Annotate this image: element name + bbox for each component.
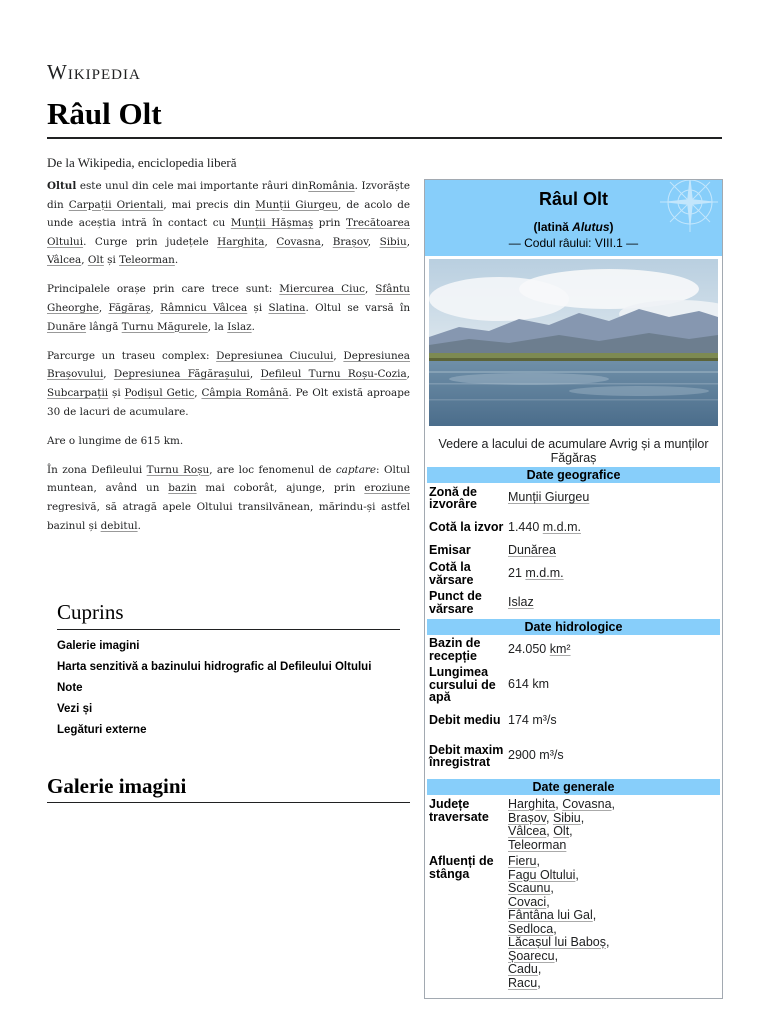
link-afluent[interactable]: Scaunu bbox=[508, 881, 551, 895]
toc-item-note[interactable]: Note bbox=[57, 682, 83, 694]
link-turnu-rosu[interactable]: Turnu Roșu bbox=[146, 463, 210, 476]
row-debit-mediu: Debit mediu 174 m³/s bbox=[429, 712, 557, 728]
link-km2[interactable]: km² bbox=[549, 641, 571, 656]
link-subcarpatii[interactable]: Subcarpații bbox=[47, 386, 109, 399]
link-afluent[interactable]: Covaci bbox=[508, 894, 547, 909]
infobox-latin-name: (latină Alutus) bbox=[533, 220, 614, 234]
link-mdm-varsare[interactable]: m.d.m. bbox=[525, 565, 564, 580]
tagline: De la Wikipedia, enciclopedia liberă bbox=[47, 155, 237, 170]
title-divider bbox=[47, 137, 722, 139]
afluenti-list: Fieru, Fagu Oltului, Scaunu, Covaci, Fântâna lui Gal, Sedloca, Lăcașul lui Baboș, Șoarecu, Cadu, Racu, bbox=[508, 854, 610, 990]
row-cota-varsare: Cotă la vărsare 21 m.d.m. bbox=[429, 560, 564, 587]
link-carpatii-orientali[interactable]: Carpații Orientali bbox=[68, 198, 164, 211]
row-judete: Județe traversate Harghita, Covasna, Brașov, Sibiu, Vâlcea, Olt, Teleorman bbox=[427, 795, 720, 852]
link-afluent[interactable]: Racu bbox=[508, 975, 538, 990]
link-muntii-giurgeu[interactable]: Munții Giurgeu bbox=[255, 198, 338, 211]
row-lungime: Lungimea cursului de apă 614 km bbox=[429, 665, 549, 705]
row-cota-izvor: Cotă la izvor 1.440 m.d.m. bbox=[429, 519, 581, 535]
link-afluent[interactable]: Lăcașul lui Baboș bbox=[508, 935, 606, 949]
lake-photo[interactable] bbox=[429, 259, 718, 426]
link-eroziune[interactable]: eroziune bbox=[364, 482, 410, 495]
row-bazin: Bazin de recepție 24.050 km² bbox=[429, 636, 571, 663]
judete-list: Harghita, Covasna, Brașov, Sibiu, Vâlcea, Olt, Teleorman bbox=[508, 797, 616, 852]
link-izvor[interactable]: Munții Giurgeu bbox=[508, 490, 590, 505]
link-depresiunea-ciucului[interactable]: Depresiunea Ciucului bbox=[216, 349, 334, 362]
link-turnu-magurele[interactable]: Turnu Măgurele bbox=[121, 320, 208, 333]
link-harghita[interactable]: Harghita bbox=[217, 235, 265, 248]
link-depresiunea-brasovului[interactable]: Depresiunea Brașovului bbox=[47, 349, 411, 381]
compass-rose-icon bbox=[638, 180, 718, 242]
section-title-galerie: Galerie imagini bbox=[47, 774, 410, 803]
toc-list bbox=[57, 636, 400, 741]
link-teleorman[interactable]: Teleorman bbox=[119, 254, 175, 267]
section-date-hidrologice: Date hidrologice bbox=[427, 619, 720, 635]
link-mdm-izvor[interactable]: m.d.m. bbox=[542, 519, 581, 534]
infobox-header bbox=[425, 180, 722, 256]
link-ramnicu-valcea[interactable]: Râmnicu Vâlcea bbox=[160, 302, 248, 315]
section-date-geografice: Date geografice bbox=[427, 467, 720, 483]
link-brasov[interactable]: Brașov bbox=[332, 235, 368, 248]
link-bazin[interactable]: bazin bbox=[168, 482, 197, 495]
link-olt[interactable]: Olt bbox=[87, 254, 104, 267]
term-captare: captare bbox=[335, 463, 377, 476]
link-emisar[interactable]: Dunărea bbox=[508, 542, 556, 557]
toc-item-harta[interactable]: Harta senzitivă a bazinului hidrografic al Defileului Oltului bbox=[57, 661, 372, 673]
paragraph-3: Parcurge un traseu complex: Depresiunea Ciucului, Depresiunea Brașovului, Depresiunea Făgărașului, Defileul Turnu Roșu-Cozia, Subcarpații și Podișul Getic, Câmpia Română. Pe Olt există aproape 30 de lacuri de acumulare. bbox=[47, 349, 411, 418]
link-judet-brasov[interactable]: Brașov bbox=[508, 810, 546, 825]
link-debitul[interactable]: debitul bbox=[100, 519, 138, 532]
lake-mountain-image bbox=[429, 259, 718, 426]
link-afluent[interactable]: Fagu Oltului bbox=[508, 867, 576, 882]
paragraph-5: În zona Defileului Turnu Roșu, are loc fenomenul de captare: Oltul muntean, având un bazin mai coborât, ajunge, prin eroziune regresivă, să atragă apele Oltului transilvănean, mărindu-și astfel bazinul și debitul. bbox=[47, 463, 410, 532]
section-date-generale: Date generale bbox=[427, 779, 720, 795]
paragraph-2: Principalele orașe prin care trece sunt: Miercurea Ciuc, Sfântu Gheorghe, Făgăraș, Râmnicu Vâlcea și Slatina. Oltul se varsă în Dunăre lângă Turnu Măgurele, la Islaz. bbox=[47, 283, 411, 333]
page-title: Râul Olt bbox=[47, 96, 162, 131]
link-muntii-hasmas[interactable]: Munții Hășmaș bbox=[230, 217, 314, 230]
link-sfantu-gheorghe[interactable]: Sfântu Gheorghe bbox=[47, 283, 410, 315]
toc-item-legaturi[interactable]: Legături externe bbox=[57, 724, 147, 736]
link-trecatoarea-oltului[interactable]: Trecătoarea Oltului bbox=[47, 217, 410, 248]
link-punct-varsare[interactable]: Islaz bbox=[508, 594, 534, 609]
link-depresiunea-fagarasului[interactable]: Depresiunea Făgărașului bbox=[113, 368, 250, 381]
toc-title: Cuprins bbox=[57, 600, 400, 630]
paragraph-4: Are o lungime de 615 km. bbox=[47, 434, 184, 447]
infobox bbox=[424, 179, 723, 999]
article-intro bbox=[47, 177, 410, 546]
infobox-river-code: — Codul râului: VIII.1 — bbox=[508, 236, 639, 250]
link-miercurea-ciuc[interactable]: Miercurea Ciuc bbox=[279, 283, 365, 296]
link-defileul-turnu-rosu-cozia[interactable]: Defileul Turnu Roșu-Cozia bbox=[260, 368, 407, 381]
row-afluenti-stanga: Afluenți de stânga Fieru, Fagu Oltului, Scaunu, Covaci, Fântâna lui Gal, Sedloca, Lăcașul lui Baboș, Șoarecu, Cadu, Racu, bbox=[427, 852, 720, 990]
link-covasna[interactable]: Covasna bbox=[276, 235, 321, 248]
toc-item-vezi-si[interactable]: Vezi și bbox=[57, 703, 93, 715]
link-sibiu[interactable]: Sibiu bbox=[379, 235, 407, 248]
link-judet-covasna[interactable]: Covasna bbox=[562, 797, 612, 811]
link-podisul-getic[interactable]: Podișul Getic bbox=[124, 386, 195, 399]
link-afluent[interactable]: Sedloca bbox=[508, 921, 554, 936]
link-judet-valcea[interactable]: Vâlcea bbox=[508, 824, 547, 838]
link-slatina[interactable]: Slatina bbox=[268, 302, 306, 315]
infobox-title: Râul Olt bbox=[538, 189, 608, 209]
table-of-contents bbox=[57, 600, 400, 741]
row-punct-varsare: Punct de vărsare Islaz bbox=[429, 589, 534, 616]
link-afluent[interactable]: Fieru bbox=[508, 854, 537, 868]
link-valcea[interactable]: Vâlcea bbox=[47, 254, 82, 267]
row-debit-maxim: Debit maxim înregistrat 2900 m³/s bbox=[429, 742, 564, 769]
link-dunare[interactable]: Dunăre bbox=[47, 320, 87, 333]
toc-item-galerie[interactable]: Galerie imagini bbox=[57, 640, 140, 652]
link-afluent[interactable]: Cadu bbox=[508, 962, 538, 976]
section-galerie bbox=[47, 774, 410, 803]
row-emisar: Emisar Dunărea bbox=[429, 542, 556, 558]
link-islaz[interactable]: Islaz bbox=[227, 320, 252, 333]
wikipedia-logo[interactable]: Wikipedia bbox=[47, 60, 141, 84]
paragraph-1: Oltul este unul din cele mai importante râuri dinRomânia. Izvorăște din Carpații Orientali, mai precis din Munții Giurgeu, de acolo de unde aceștia intră în contact cu Munții Hășmaș prin Trecătoarea Oltului. Curge prin județele Harghita, Covasna, Brașov, Sibiu, Vâlcea, Olt și Teleorman. bbox=[47, 180, 411, 267]
link-judet-harghita[interactable]: Harghita bbox=[508, 797, 556, 811]
photo-caption: Vedere a lacului de acumulare Avrig și a munților Făgăraș bbox=[438, 437, 709, 465]
link-judet-teleorman[interactable]: Teleorman bbox=[508, 837, 567, 852]
link-afluent[interactable]: Fântâna lui Gal bbox=[508, 908, 593, 922]
link-campia-romana[interactable]: Câmpia Română bbox=[201, 386, 289, 399]
link-judet-sibiu[interactable]: Sibiu bbox=[552, 810, 581, 825]
link-judet-olt[interactable]: Olt bbox=[553, 824, 570, 838]
row-zona-izvorare: Zonă de izvorâre Munții Giurgeu bbox=[429, 484, 590, 511]
link-romania[interactable]: România bbox=[308, 180, 355, 192]
link-afluent[interactable]: Șoarecu bbox=[508, 948, 555, 963]
link-fagaras[interactable]: Făgăraș bbox=[108, 302, 151, 315]
subject-bold: Oltul bbox=[47, 180, 77, 192]
